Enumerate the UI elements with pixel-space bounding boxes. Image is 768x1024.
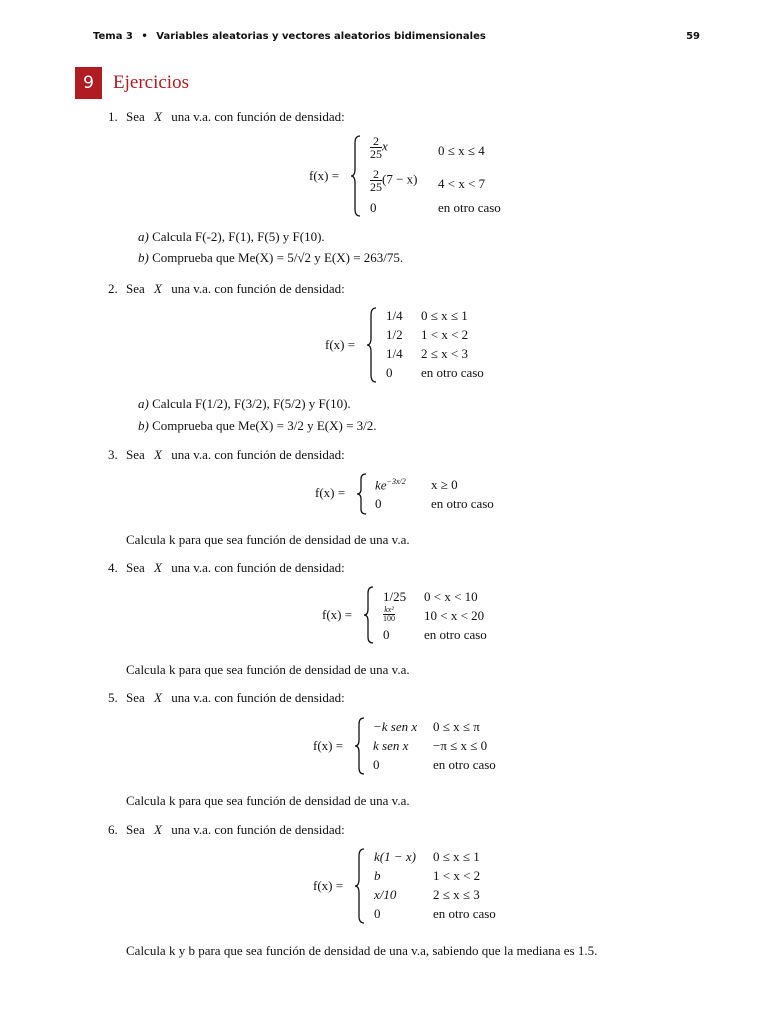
piece-cond-2: −π ≤ x ≤ 0 — [433, 738, 488, 753]
fx-label: f(x) = — [322, 607, 353, 622]
fx-label: f(x) = — [313, 878, 344, 893]
part-label: b) — [138, 418, 149, 433]
piece-cond-1: 0 ≤ x ≤ 1 — [421, 308, 468, 323]
intro-var: X — [154, 447, 162, 462]
piece-cond-4: en otro caso — [421, 365, 484, 380]
piece-cond-1: 0 ≤ x ≤ 1 — [433, 849, 480, 864]
exercise-number: 5. — [108, 690, 118, 705]
piece-cond-1: 0 ≤ x ≤ 4 — [438, 143, 485, 158]
exercise-statement — [126, 281, 345, 297]
piece-cond-3: en otro caso — [433, 757, 496, 772]
intro-post: una v.a. con función de densidad: — [171, 560, 345, 575]
piece-expr-4: 0 — [374, 906, 381, 921]
piece-cond-3: 2 ≤ x ≤ 3 — [433, 887, 480, 902]
part-label: b) — [138, 250, 149, 265]
exercise-4-task: Calcula k para que sea función de densidad de una v.a. — [126, 662, 410, 677]
exercise-1-part-a — [138, 229, 325, 245]
left-brace — [351, 135, 361, 217]
left-brace — [367, 307, 377, 383]
part-text: Calcula F(-2), F(1), F(5) y F(10). — [152, 229, 325, 244]
piece-expr: (7 − x) — [382, 171, 418, 187]
intro-pre: Sea — [126, 281, 145, 296]
piece-cond-2: 1 < x < 2 — [421, 327, 469, 342]
exercise-statement — [126, 822, 345, 838]
intro-var: X — [154, 281, 162, 296]
piece-cond-3: 2 ≤ x < 3 — [421, 346, 468, 361]
piece-cond-3: en otro caso — [424, 627, 487, 642]
fraction-denominator: 25 — [370, 180, 382, 194]
page-number: 59 — [686, 31, 700, 42]
piece-cond-2: en otro caso — [431, 496, 494, 511]
piece-cond-3: en otro caso — [438, 200, 501, 215]
left-brace — [355, 848, 365, 924]
intro-pre: Sea — [126, 447, 145, 462]
exercise-statement — [126, 109, 345, 125]
intro-post: una v.a. con función de densidad: — [171, 109, 345, 124]
exercise-number: 1. — [108, 109, 118, 124]
left-brace — [364, 586, 374, 644]
exercise-statement — [126, 447, 345, 463]
piece-expr-3: 0 — [373, 757, 380, 772]
piece-expr-1: 1/4 — [386, 308, 403, 323]
piece-expr-3: 0 — [370, 200, 377, 215]
header-topic: Tema 3 — [93, 31, 133, 42]
section-number-badge: 9 — [75, 67, 102, 99]
fraction — [370, 168, 382, 193]
exercise-statement — [126, 690, 345, 706]
left-brace — [355, 717, 365, 775]
part-text: Comprueba que Me(X) = 3/2 y E(X) = 3/2. — [152, 418, 377, 433]
intro-post: una v.a. con función de densidad: — [171, 447, 345, 462]
section-title: Ejercicios — [113, 72, 189, 93]
piece-row-2 — [370, 168, 418, 193]
piece-cond-1: 0 < x < 10 — [424, 589, 478, 604]
header-title: Variables aleatorias y vectores aleatorios bidimensionales — [156, 31, 486, 42]
piece-expr-1: 1/25 — [383, 589, 407, 604]
intro-pre: Sea — [126, 690, 145, 705]
piece-cond-1: x ≥ 0 — [431, 477, 458, 492]
exercise-2-part-a — [138, 396, 351, 412]
intro-var: X — [154, 822, 162, 837]
fraction — [370, 135, 382, 160]
piece-cond-4: en otro caso — [433, 906, 496, 921]
intro-post: una v.a. con función de densidad: — [171, 281, 345, 296]
intro-post: una v.a. con función de densidad: — [171, 690, 345, 705]
header-bullet: • — [141, 31, 148, 42]
piece-expr: x — [382, 138, 388, 154]
intro-var: X — [154, 109, 162, 124]
piece-expr-1 — [375, 477, 406, 493]
intro-pre: Sea — [126, 822, 145, 837]
piece-expr-3: x/10 — [374, 887, 397, 902]
piece-expr-1: −k sen x — [373, 719, 418, 734]
piece-expr-2: k sen x — [373, 738, 409, 753]
intro-var: X — [154, 560, 162, 575]
exercise-6-task: Calcula k y b para que sea función de densidad de una v.a, sabiendo que la mediana es 1.5. — [126, 943, 598, 958]
part-text: Comprueba que Me(X) = 5/√2 y E(X) = 263/75. — [152, 250, 404, 265]
piece-expr-2 — [383, 605, 395, 623]
piece-cond-2: 4 < x < 7 — [438, 176, 486, 191]
piece-expr-2: b — [374, 868, 381, 883]
fx-label: f(x) = — [325, 337, 356, 352]
exercise-3-task: Calcula k para que sea función de densidad de una v.a. — [126, 532, 410, 547]
piece-expr-2: 0 — [375, 496, 382, 511]
part-label: a) — [138, 229, 149, 244]
exercise-number: 6. — [108, 822, 118, 837]
fraction-numerator: 2 — [373, 134, 379, 148]
piece-expr-4: 0 — [386, 365, 393, 380]
intro-pre: Sea — [126, 109, 145, 124]
fraction-numerator: kx² — [384, 604, 394, 614]
expr-exponent: −3x/2 — [386, 477, 406, 486]
exercise-number: 4. — [108, 560, 118, 575]
piece-cond-1: 0 ≤ x ≤ π — [433, 719, 480, 734]
fx-label: f(x) = — [309, 168, 340, 183]
exercise-2-part-b — [138, 418, 377, 434]
piece-expr-3: 1/4 — [386, 346, 403, 361]
piece-expr-3: 0 — [383, 627, 390, 642]
fraction-numerator: 2 — [373, 167, 379, 181]
expr-base: ke — [375, 477, 387, 493]
exercise-number: 3. — [108, 447, 118, 462]
intro-post: una v.a. con función de densidad: — [171, 822, 345, 837]
fx-label: f(x) = — [315, 485, 346, 500]
running-header — [93, 31, 700, 42]
exercise-statement — [126, 560, 345, 576]
exercise-1-part-b — [138, 250, 403, 266]
piece-cond-2: 1 < x < 2 — [433, 868, 481, 883]
part-text: Calcula F(1/2), F(3/2), F(5/2) y F(10). — [152, 396, 351, 411]
intro-var: X — [154, 690, 162, 705]
fx-label: f(x) = — [313, 738, 344, 753]
part-label: a) — [138, 396, 149, 411]
piece-cond-2: 10 < x < 20 — [424, 608, 485, 623]
piece-expr-1: k(1 − x) — [374, 849, 416, 864]
exercise-5-task: Calcula k para que sea función de densidad de una v.a. — [126, 793, 410, 808]
intro-pre: Sea — [126, 560, 145, 575]
fraction-denominator: 25 — [370, 147, 382, 161]
fraction — [383, 606, 395, 623]
left-brace — [357, 473, 367, 515]
piece-row-1 — [370, 135, 388, 160]
fraction-denominator: 100 — [383, 613, 395, 623]
exercise-number: 2. — [108, 281, 118, 296]
piece-expr-2: 1/2 — [386, 327, 403, 342]
